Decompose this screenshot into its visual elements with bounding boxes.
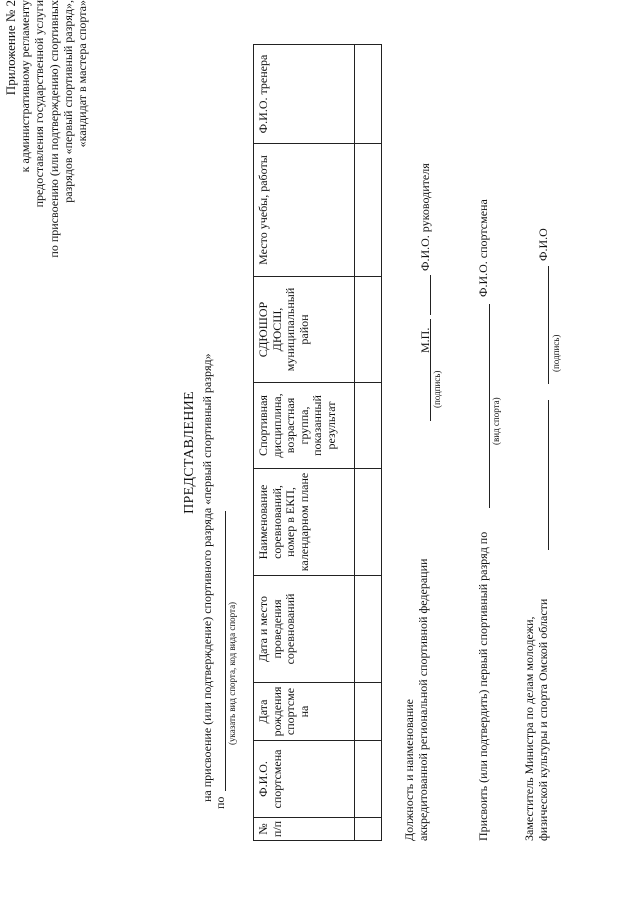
col-header-birth-date: Дата рождения спортсме на [254,683,355,741]
table-cell[interactable] [355,576,382,683]
minister-signature-line [548,400,549,550]
deputy-minister-line1: Заместитель Министра по делам молодежи, [522,616,536,841]
col-header-number: № п/п [254,818,355,841]
table-row [355,45,382,841]
col-header-study-work: Место учебы, работы [254,144,355,277]
document-subtitle: на присвоение (или подтверждение) спортивного разряда «первый спортивный разряд» [200,353,214,802]
table-cell[interactable] [355,45,382,144]
table-cell[interactable] [355,144,382,277]
appendix-title: Приложение № 2 [3,0,18,96]
col-header-competition: Наименование соревнований, номер в ЕКП, календарном плане [254,469,355,576]
federation-position-line2: аккредитованной региональной спортивной федерации [416,558,430,841]
appendix-line: к административному регламенту [18,0,33,173]
appendix-line: «кандидат в мастера спорта» [75,0,90,148]
deputy-minister-line2: физической культуры и спорта Омской области [536,598,550,841]
athlete-table [253,44,382,841]
sport-hint: (указать вид спорта, код вида спорта) [227,601,237,745]
minister-name-line [548,266,549,384]
col-header-discipline: Спортивная дисциплина, возрастная группа, показанный результат [254,383,355,469]
table-cell[interactable] [355,469,382,576]
sport-type-hint: (вид спорта) [491,397,501,445]
appendix-block [4,0,89,320]
col-header-athlete-name: Ф.И.О. спортсмена [254,741,355,818]
sport-type-line [489,304,490,508]
appendix-line: по присвоению (или подтверждению) спортивных [46,0,61,258]
col-header-coach: Ф.И.О. тренера [254,45,355,144]
table-cell[interactable] [355,741,382,818]
col-header-school: СДЮШОР ДЮСШ, муниципальный район [254,277,355,383]
sport-label: по [213,796,227,809]
table-cell[interactable] [355,683,382,741]
minister-signature-hint: (подпись) [551,334,561,372]
sport-underline [225,511,226,791]
table-header-row [254,45,355,841]
federation-position-line1: Должность и наименование [402,698,416,841]
table-cell[interactable] [355,383,382,469]
document-title: ПРЕДСТАВЛЕНИЕ [182,391,197,514]
col-header-date-place: Дата и место проведения соревнований [254,576,355,683]
stamp-label: М.П. [418,327,432,353]
federation-signature-hint: (подпись) [432,370,442,408]
assign-rank-text: Присвоить (или подтвердить) первый спортивный разряд по [476,531,490,841]
head-name-line [430,275,431,315]
appendix-line: предоставления государственной услуги [32,0,47,208]
athlete-name-label: Ф.И.О. спортсмена [476,199,490,297]
appendix-line: разрядов «первый спортивный разряд», [60,0,75,203]
table-cell[interactable] [355,818,382,841]
minister-name-label: Ф.И.О [536,228,550,261]
table-cell[interactable] [355,277,382,383]
head-name-label: Ф.И.О. руководителя [418,163,432,271]
